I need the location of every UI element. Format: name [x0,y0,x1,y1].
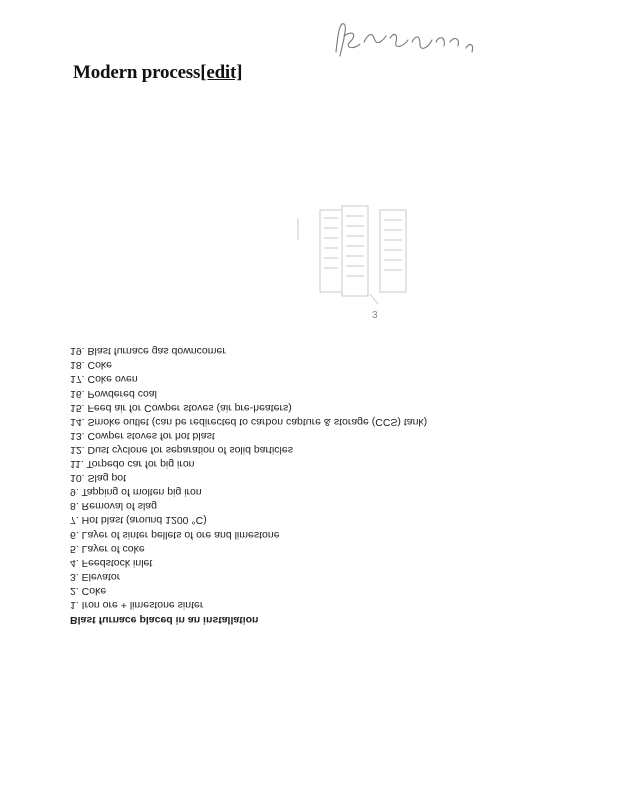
legend-item: 16. Powdered coal [70,387,157,400]
edit-link[interactable]: [edit] [200,62,243,83]
legend-item: 12. Dust cyclone for separation of solid particles [70,443,293,456]
legend-list [70,344,490,612]
figure-number-label: 3 [372,310,378,321]
legend-item: 10. Slag pot [70,472,127,485]
legend-item: 15. Feed air for Cowper stoves (air pre-heaters) [70,401,292,414]
legend-item: 4. Feedstock inlet [70,556,153,569]
legend-item: 17. Coke oven [70,373,138,386]
legend-item: 13. Cowper stoves for hot blast [70,429,215,442]
legend-item: 3. Elevator [70,570,121,583]
section-heading [73,62,242,84]
handwritten-signature [330,12,500,66]
section-title-text: Modern process [73,62,201,83]
legend-item: 11. Torpedo car for pig iron [70,458,195,471]
legend-item: 2. Coke [70,584,107,597]
figure-caption: Blast furnace placed in an installation [70,614,259,626]
legend-item: 8. Removal of slag [70,500,157,513]
figure-faint-diagram [298,206,406,304]
legend-item: 19. Blast furnace gas downcomer [70,345,226,358]
legend-item: 6. Layer of sinter pellets of ore and limestone [70,528,280,541]
legend-item: 18. Coke [70,359,113,372]
figure-legend [70,344,490,628]
legend-item: 5. Layer of coke [70,542,145,555]
legend-item: 9. Tapping of molten pig iron [70,486,202,499]
legend-item: 14. Smoke outlet (can be redirected to carbon capture & storage (CCS) tank) [70,415,428,428]
blast-furnace-figure [290,198,420,323]
legend-item: 1. Iron ore + limestone sinter [70,599,204,611]
legend-item: 7. Hot blast (around 1200 °C) [70,514,207,527]
